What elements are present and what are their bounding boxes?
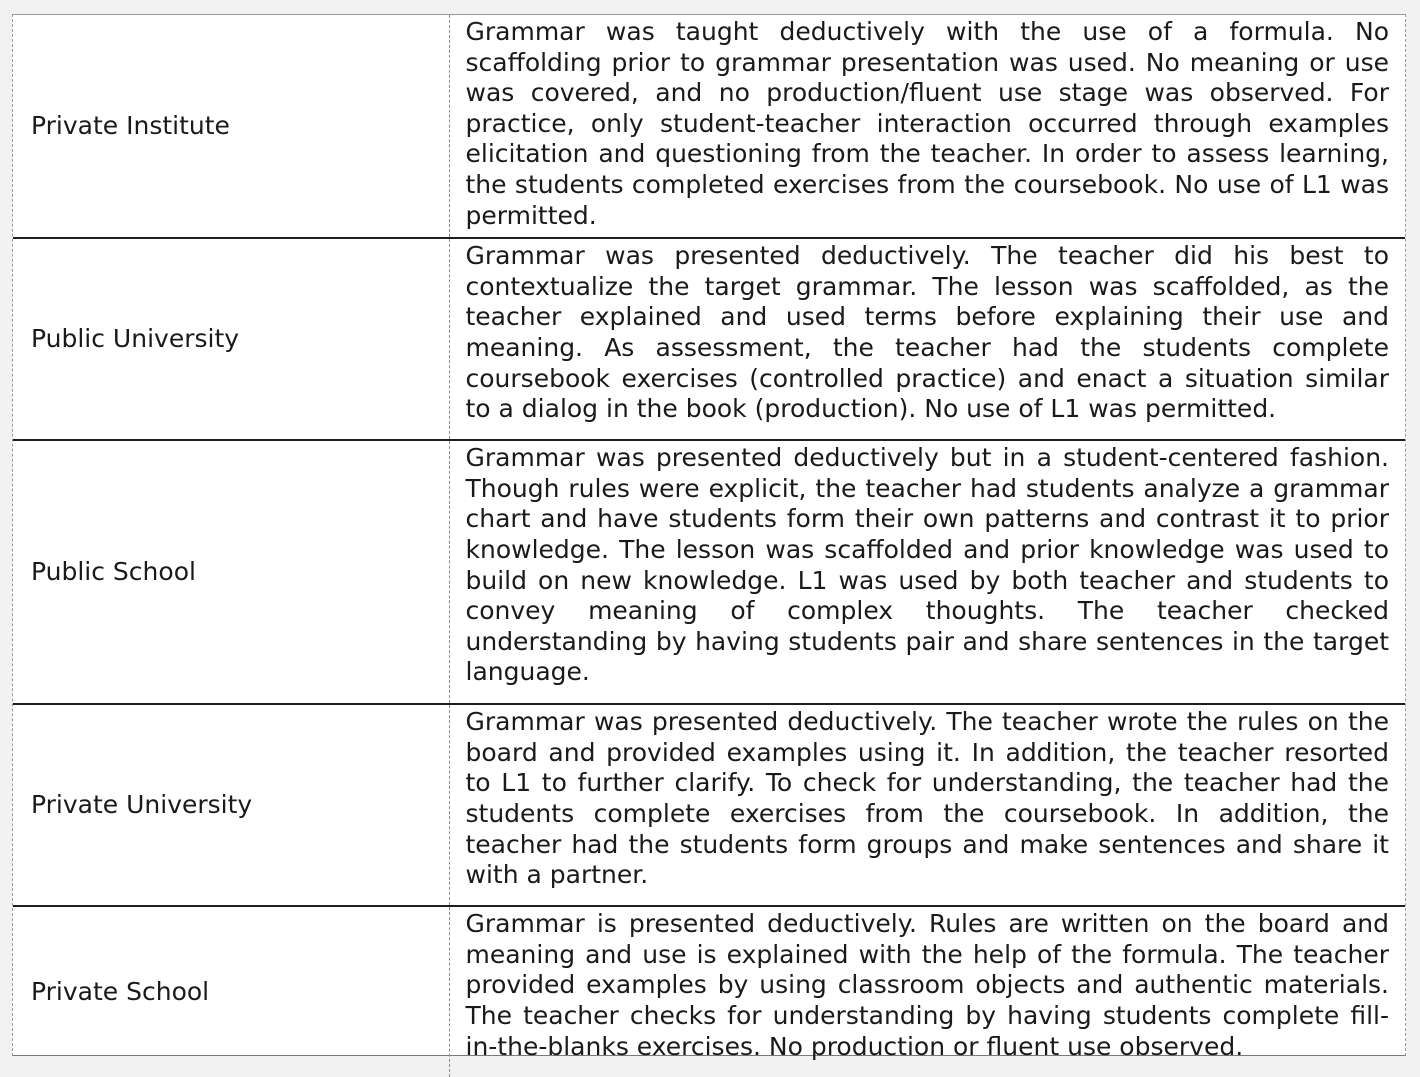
setting-cell: Private Institute — [13, 15, 449, 238]
description-cell: Grammar was taught deductively with the use of a formula. No scaffolding prior to grammar presentation was used. No meaning or use was covered, and no production/fluent use stage was observed. For practice, only student-teacher interaction occurred through examples elicitation and questioning from the teacher. In order to assess learning, the students completed exercises from the coursebook. No use of L1 was permitted. — [465, 17, 1389, 230]
table-row — [13, 704, 1405, 906]
description-cell: Grammar was presented deductively. The teacher wrote the rules on the board and provided examples using it. In addition, the teacher resorted to L1 to further clarify. To check for understanding, the teacher had the students complete exercises from the coursebook. In addition, the teacher had the students form groups and make sentences and share it with a partner. — [449, 704, 1405, 906]
setting-cell: Private University — [13, 704, 449, 906]
table-frame — [12, 14, 1406, 1061]
observation-table — [13, 15, 1405, 1077]
table-row — [13, 15, 1405, 238]
description-cell: Grammar is presented deductively. Rules are written on the board and meaning and use is explained with the help of the formula. The teacher provided examples by using classroom objects and authentic materials. The teacher checks for understanding by having students complete fill-in-the-blanks exercises. No production or fluent use observed. — [449, 906, 1405, 1077]
table-row — [13, 440, 1405, 704]
setting-cell: Public University — [13, 238, 449, 440]
table-row — [13, 238, 1405, 440]
description-cell: Grammar was presented deductively. The teacher did his best to contextualize the target grammar. The lesson was scaffolded, as the teacher explained and used terms before explaining their use and meaning. As assessment, the teacher had the students complete coursebook exercises (controlled practice) and enact a situation similar to a dialog in the book (production). No use of L1 was permitted. — [449, 238, 1405, 440]
setting-cell: Private School — [13, 906, 449, 1077]
table-row — [13, 906, 1405, 1077]
description-cell: Grammar was presented deductively but in a student-centered fashion. Though rules were explicit, the teacher had students analyze a grammar chart and have students form their own patterns and contrast it to prior knowledge. The lesson was scaffolded and prior knowledge was used to build on new knowledge. L1 was used by both teacher and students to convey meaning of complex thoughts. The teacher checked understanding by having students pair and share sentences in the target language. — [449, 440, 1405, 704]
setting-cell: Public School — [13, 440, 449, 704]
